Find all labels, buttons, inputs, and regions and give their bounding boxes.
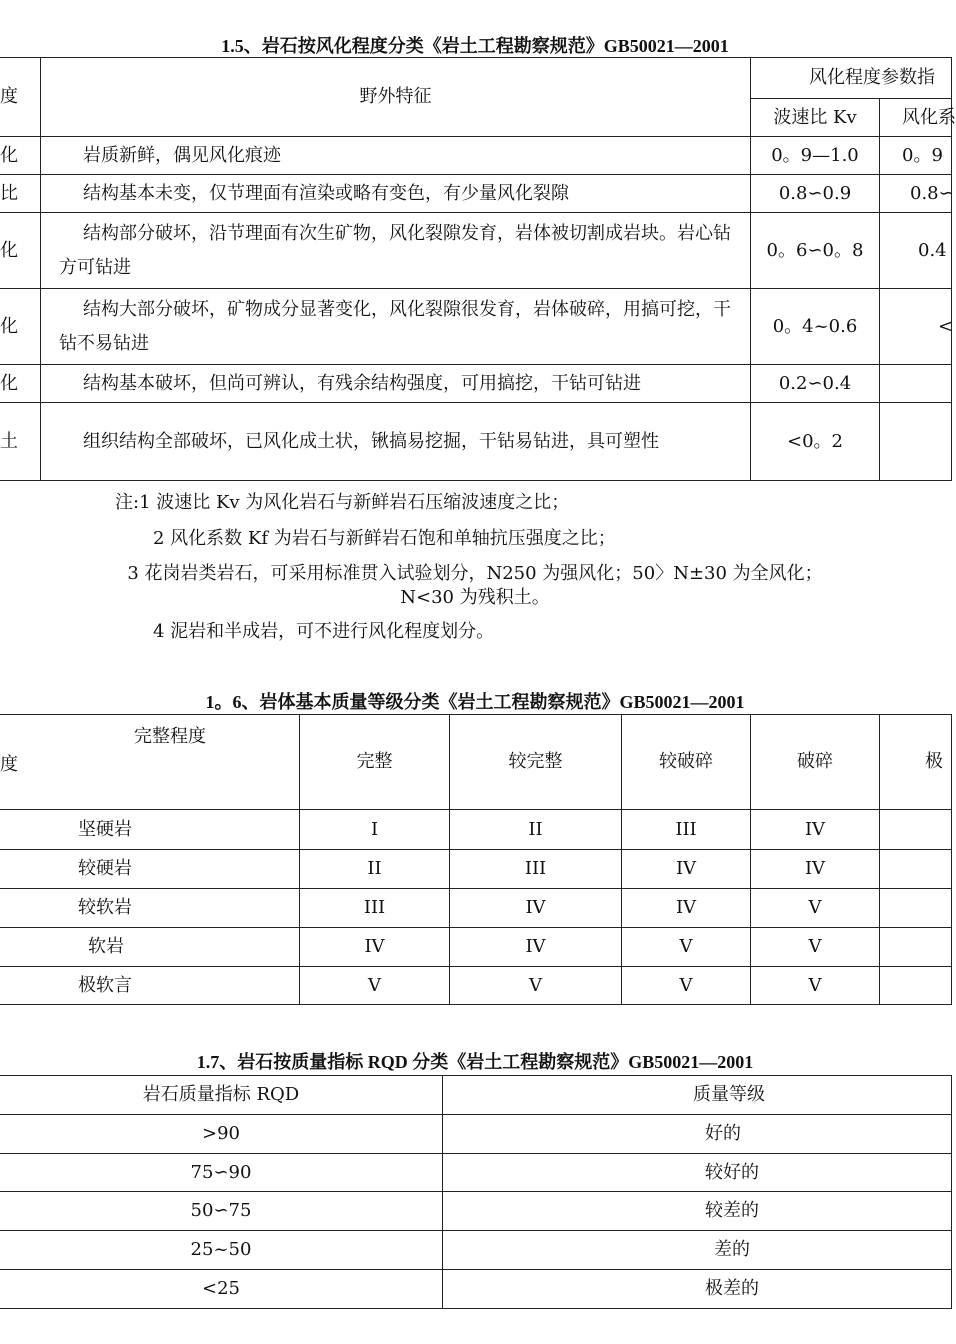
col-header: 较完整 <box>450 715 622 810</box>
kv-cell: <0。2 <box>751 403 880 481</box>
rock-type-cell: 较软岩 <box>0 889 300 928</box>
kv-cell: 0。6∽0。8 <box>751 213 880 289</box>
rock-type-cell: 软岩 <box>0 928 300 967</box>
grade-cell <box>880 850 952 889</box>
degree-cell: 化 <box>0 213 41 289</box>
section-1-7-title: 1.7、岩石按质量指标 RQD 分类《岩土工程勘察规范》GB50021—2001 <box>196 1052 754 1072</box>
feature-cell: 结构部分破坏，沿节理面有次生矿物，风化裂隙发育，岩体被切割成岩块。岩心钻方可钻进 <box>41 213 751 289</box>
col-header: 较破碎 <box>622 715 751 810</box>
grade-cell: V <box>622 928 751 967</box>
quality-grade-cell: 较差的 <box>443 1192 952 1231</box>
rqd-header: 岩石质量指标 RQD <box>0 1076 443 1115</box>
grade-cell: III <box>450 850 622 889</box>
weathering-table <box>0 57 956 481</box>
kv-header: 波速比 Kv <box>751 99 880 137</box>
col-header: 完整 <box>300 715 450 810</box>
feature-cell: 岩质新鲜，偶见风化痕迹 <box>41 137 751 175</box>
weathering-param-header: 风化程度参数指 <box>751 58 952 99</box>
grade-cell: III <box>622 810 751 850</box>
kf-cell: 0。9 <box>880 137 952 175</box>
grade-cell: V <box>300 967 450 1005</box>
hardness-label: 度 <box>0 754 18 775</box>
col-header: 破碎 <box>751 715 880 810</box>
note-3: 3 花岗岩类岩石，可采用标准贯入试验划分，N250 为强风化；50〉N±30 为全风化； <box>127 563 823 584</box>
grade-cell <box>880 967 952 1005</box>
grade-cell <box>880 889 952 928</box>
grade-cell <box>880 810 952 850</box>
feature-cell: 结构基本破坏，但尚可辨认，有残余结构强度，可用搞挖，干钻可钻进 <box>41 365 751 403</box>
note-4: 4 泥岩和半成岩，可不进行风化程度划分。 <box>153 621 495 642</box>
grade-cell: I <box>300 810 450 850</box>
grade-cell: V <box>751 967 880 1005</box>
grade-cell: IV <box>622 889 751 928</box>
rock-type-cell: 坚硬岩 <box>0 810 300 850</box>
degree-cell: 化 <box>0 137 41 175</box>
degree-cell: 比 <box>0 175 41 213</box>
note-2: 2 风化系数 Kf 为岩石与新鲜岩石饱和单轴抗压强度之比； <box>153 528 616 549</box>
kv-cell: 0.2∽0.4 <box>751 365 880 403</box>
grade-cell: II <box>300 850 450 889</box>
rock-type-cell: 极软言 <box>0 967 300 1005</box>
kv-cell: 0.8∽0.9 <box>751 175 880 213</box>
quality-grade-cell: 差的 <box>443 1231 952 1270</box>
field-feature-header: 野外特征 <box>41 58 751 137</box>
quality-grade-cell: 好的 <box>443 1115 952 1154</box>
note-1: 注:1 波速比 Kv 为风化岩石与新鲜岩石压缩波速度之比； <box>115 492 570 513</box>
degree-cell: 化 <box>0 365 41 403</box>
grade-cell: IV <box>751 850 880 889</box>
degree-cell: 土 <box>0 403 41 481</box>
grade-cell: III <box>300 889 450 928</box>
kf-cell <box>880 403 952 481</box>
kv-cell: 0。4~0.6 <box>751 289 880 365</box>
kf-cell: 0.4 <box>880 213 952 289</box>
grade-cell: IV <box>450 928 622 967</box>
col-header: 极 <box>880 715 952 810</box>
degree-cell: 化 <box>0 289 41 365</box>
grade-cell: V <box>751 889 880 928</box>
weathering-degree-header: 度 <box>0 58 41 137</box>
rqd-value-cell: >90 <box>0 1115 443 1154</box>
quality-grade-cell: 较好的 <box>443 1154 952 1192</box>
quality-grade-header: 质量等级 <box>443 1076 952 1115</box>
kf-cell: < <box>880 289 952 365</box>
rqd-value-cell: 75∽90 <box>0 1154 443 1192</box>
kf-cell <box>880 365 952 403</box>
grade-cell: II <box>450 810 622 850</box>
grade-cell: V <box>751 928 880 967</box>
diagonal-header-cell <box>0 715 300 810</box>
section-1-6-title: 1。6、岩体基本质量等级分类《岩土工程勘察规范》GB50021—2001 <box>205 692 745 712</box>
grade-cell: IV <box>751 810 880 850</box>
rock-type-cell: 较硬岩 <box>0 850 300 889</box>
grade-cell: IV <box>300 928 450 967</box>
integrity-label: 完整程度 <box>134 726 206 747</box>
feature-cell: 结构基本未变，仅节理面有渲染或略有变色，有少量风化裂隙 <box>41 175 751 213</box>
feature-cell: 结构大部分破坏，矿物成分显著变化，风化裂隙很发育，岩体破碎，用搞可挖，干钻不易钻进 <box>41 289 751 365</box>
section-1-5-title: 1.5、岩石按风化程度分类《岩土工程勘察规范》GB50021—2001 <box>221 36 729 56</box>
quality-grade-cell: 极差的 <box>443 1270 952 1309</box>
rqd-value-cell: <25 <box>0 1270 443 1309</box>
rqd-value-cell: 25~50 <box>0 1231 443 1270</box>
rock-mass-quality-table <box>0 714 952 1005</box>
note-3-cont: N<30 为残积土。 <box>400 587 550 608</box>
feature-cell: 组织结构全部破坏，已风化成土状，锹搞易挖掘，干钻易钻进，具可塑性 <box>41 403 751 481</box>
rqd-table <box>0 1075 952 1309</box>
grade-cell: V <box>450 967 622 1005</box>
grade-cell <box>880 928 952 967</box>
kv-cell: 0。9—1.0 <box>751 137 880 175</box>
rqd-value-cell: 50∽75 <box>0 1192 443 1231</box>
kf-cell: 0.8∽ <box>880 175 952 213</box>
kf-header: 风化系 <box>880 99 952 137</box>
grade-cell: IV <box>622 850 751 889</box>
grade-cell: V <box>622 967 751 1005</box>
grade-cell: IV <box>450 889 622 928</box>
